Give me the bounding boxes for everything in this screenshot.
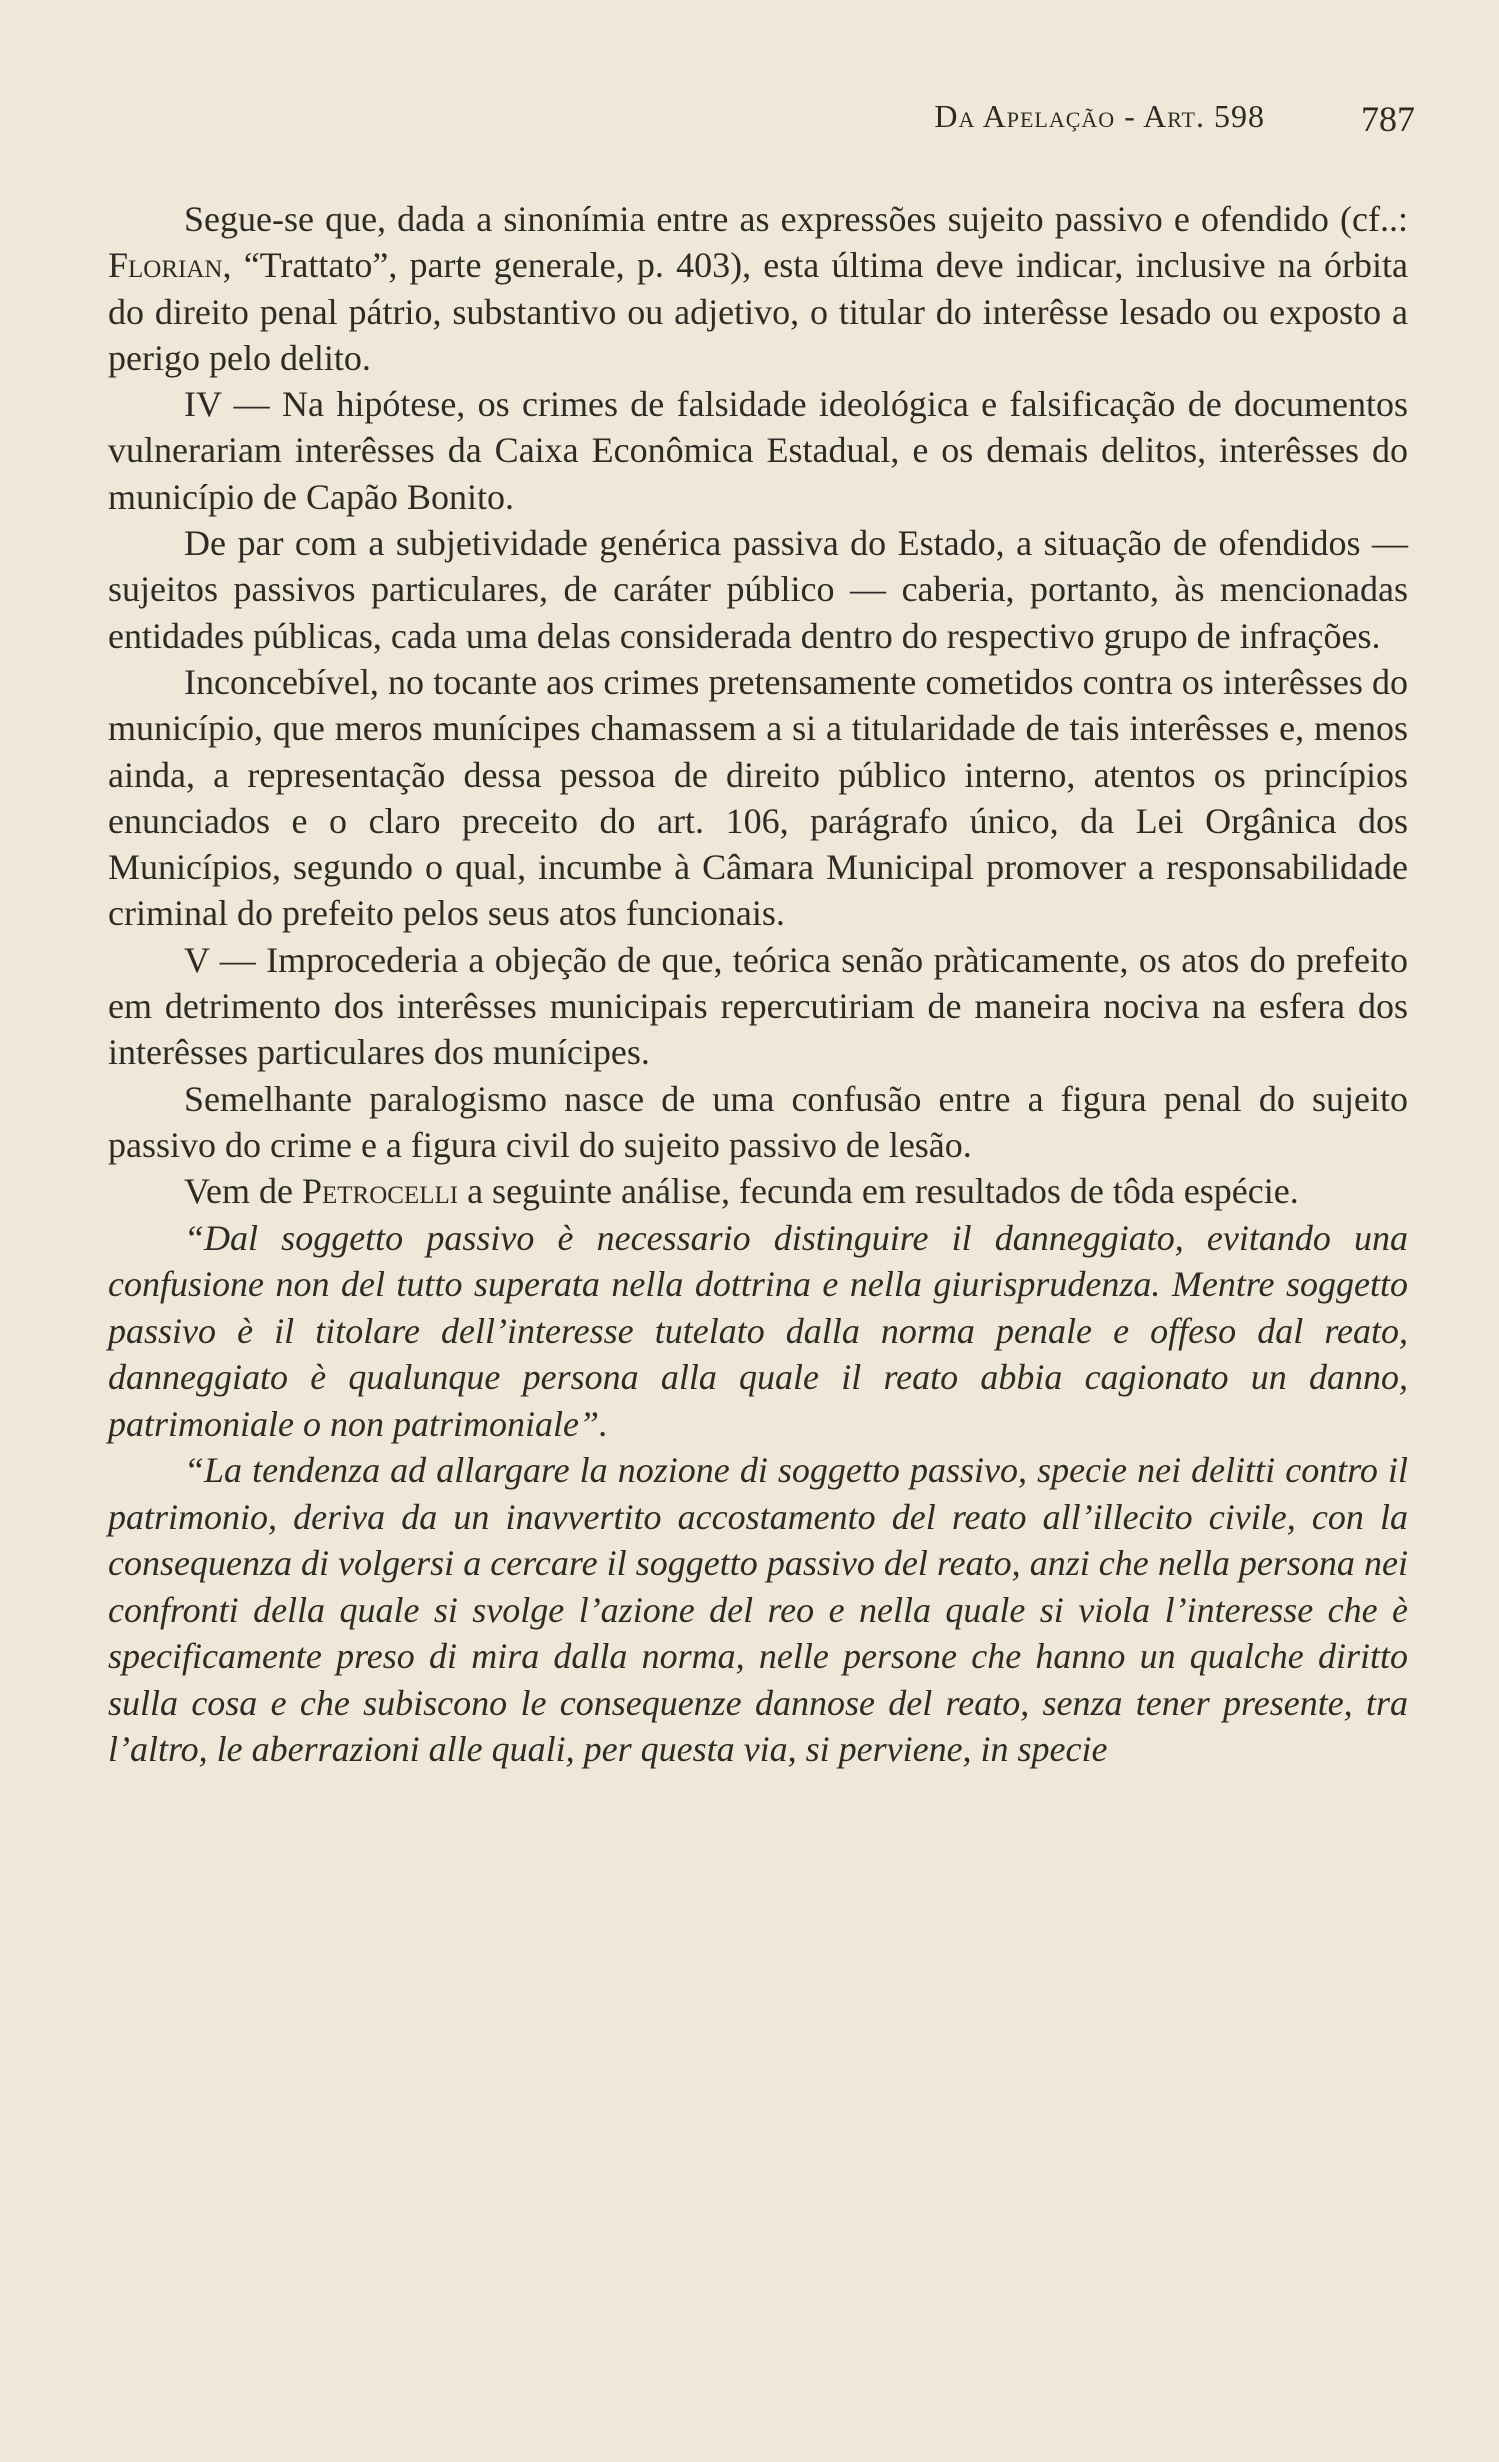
paragraph-inconcebivel: Inconcebível, no tocante aos crimes pretensamente cometidos contra os interêsses do município, que meros munícipes chamassem a si a titularidade de tais interêsses e, menos ainda, a representação dessa pessoa de direito público interno, atentos os princípios enunciados e o claro preceito do art. 106, parágrafo único, da Lei Orgânica dos Municípios, segundo o qual, incumbe à Câmara Municipal promover a responsabilidade criminal do prefeito pelos seus atos funcionais. bbox=[108, 661, 1408, 934]
page-header bbox=[108, 92, 1415, 142]
author-name-florian: Florian bbox=[108, 245, 223, 286]
quotation-tendenza: “La tendenza ad allargare la nozione di soggetto passivo, specie nei delitti contro il patrimonio, deriva da un inavvertito accostamento del reato all’illecito civile, con la consequenza di volgersi a cercare il soggetto passivo del reato, anzi che nella persona nei confronti della quale si svolge l’azione del reo e nella quale si viola l’interesse che è specificamente preso di mira dalla norma, nelle persone che hanno un qualche diritto sulla cosa e che subiscono le consequenze dannose del reato, senza tener presente, tra l’altro, le aberrazioni alle quali, per questa via, si perviene, in specie bbox=[108, 1450, 1408, 1770]
paragraph-v: V — Improcederia a objeção de que, teórica senão pràticamente, os atos do prefeito em detrimento dos interêsses municipais repercutiriam de maneira nociva na esfera dos interêsses particulares dos munícipes. bbox=[108, 939, 1408, 1073]
body-text bbox=[108, 196, 1408, 1773]
paragraph-petrocelli: Vem de Petrocelli a seguinte análise, fecunda em resultados de tôda espécie. bbox=[184, 1171, 1299, 1212]
author-name-petrocelli: Petrocelli bbox=[301, 1171, 459, 1212]
paragraph-iv: IV — Na hipótese, os crimes de falsidade ideológica e falsificação de documentos vulnerariam interêsses da Caixa Econômica Estadual, e os demais delitos, interêsses do município de Capão Bonito. bbox=[108, 384, 1408, 517]
page-number: 787 bbox=[1361, 99, 1415, 139]
paragraph-sujeito-passivo: Segue-se que, dada a sinonímia entre as expressões sujeito passivo e ofendido (cf..: Florian, “Trattato”, parte generale, p. 403), esta última deve indicar, inclusive na órbita do direito penal pátrio, substantivo ou adjetivo, o titular do interêsse lesado ou exposto a perigo pelo delito. bbox=[108, 199, 1408, 378]
quotation-danneggiato: “Dal soggetto passivo è necessario distinguire il danneggiato, evitando una confusione non del tutto superata nella dottrina e nella giurisprudenza. Mentre soggetto passivo è il titolare dell’interesse tutelato dalla norma penale e offeso dal reato, danneggiato è qualunque persona alla quale il reato abbia cagionato un danno, patrimoniale o non patrimoniale”. bbox=[108, 1217, 1408, 1444]
paragraph-paralogismo: Semelhante paralogismo nasce de uma confusão entre a figura penal do sujeito passivo do crime e a figura civil do sujeito passivo de lesão. bbox=[108, 1078, 1408, 1165]
running-head: Da Apelação - Art. 598 bbox=[934, 98, 1265, 134]
paragraph-subjetividade: De par com a subjetividade genérica passiva do Estado, a situação de ofendidos — sujeitos passivos particulares, de caráter público — caberia, portanto, às mencionadas entidades públicas, cada uma delas considerada dentro do respectivo grupo de infrações. bbox=[108, 523, 1408, 656]
